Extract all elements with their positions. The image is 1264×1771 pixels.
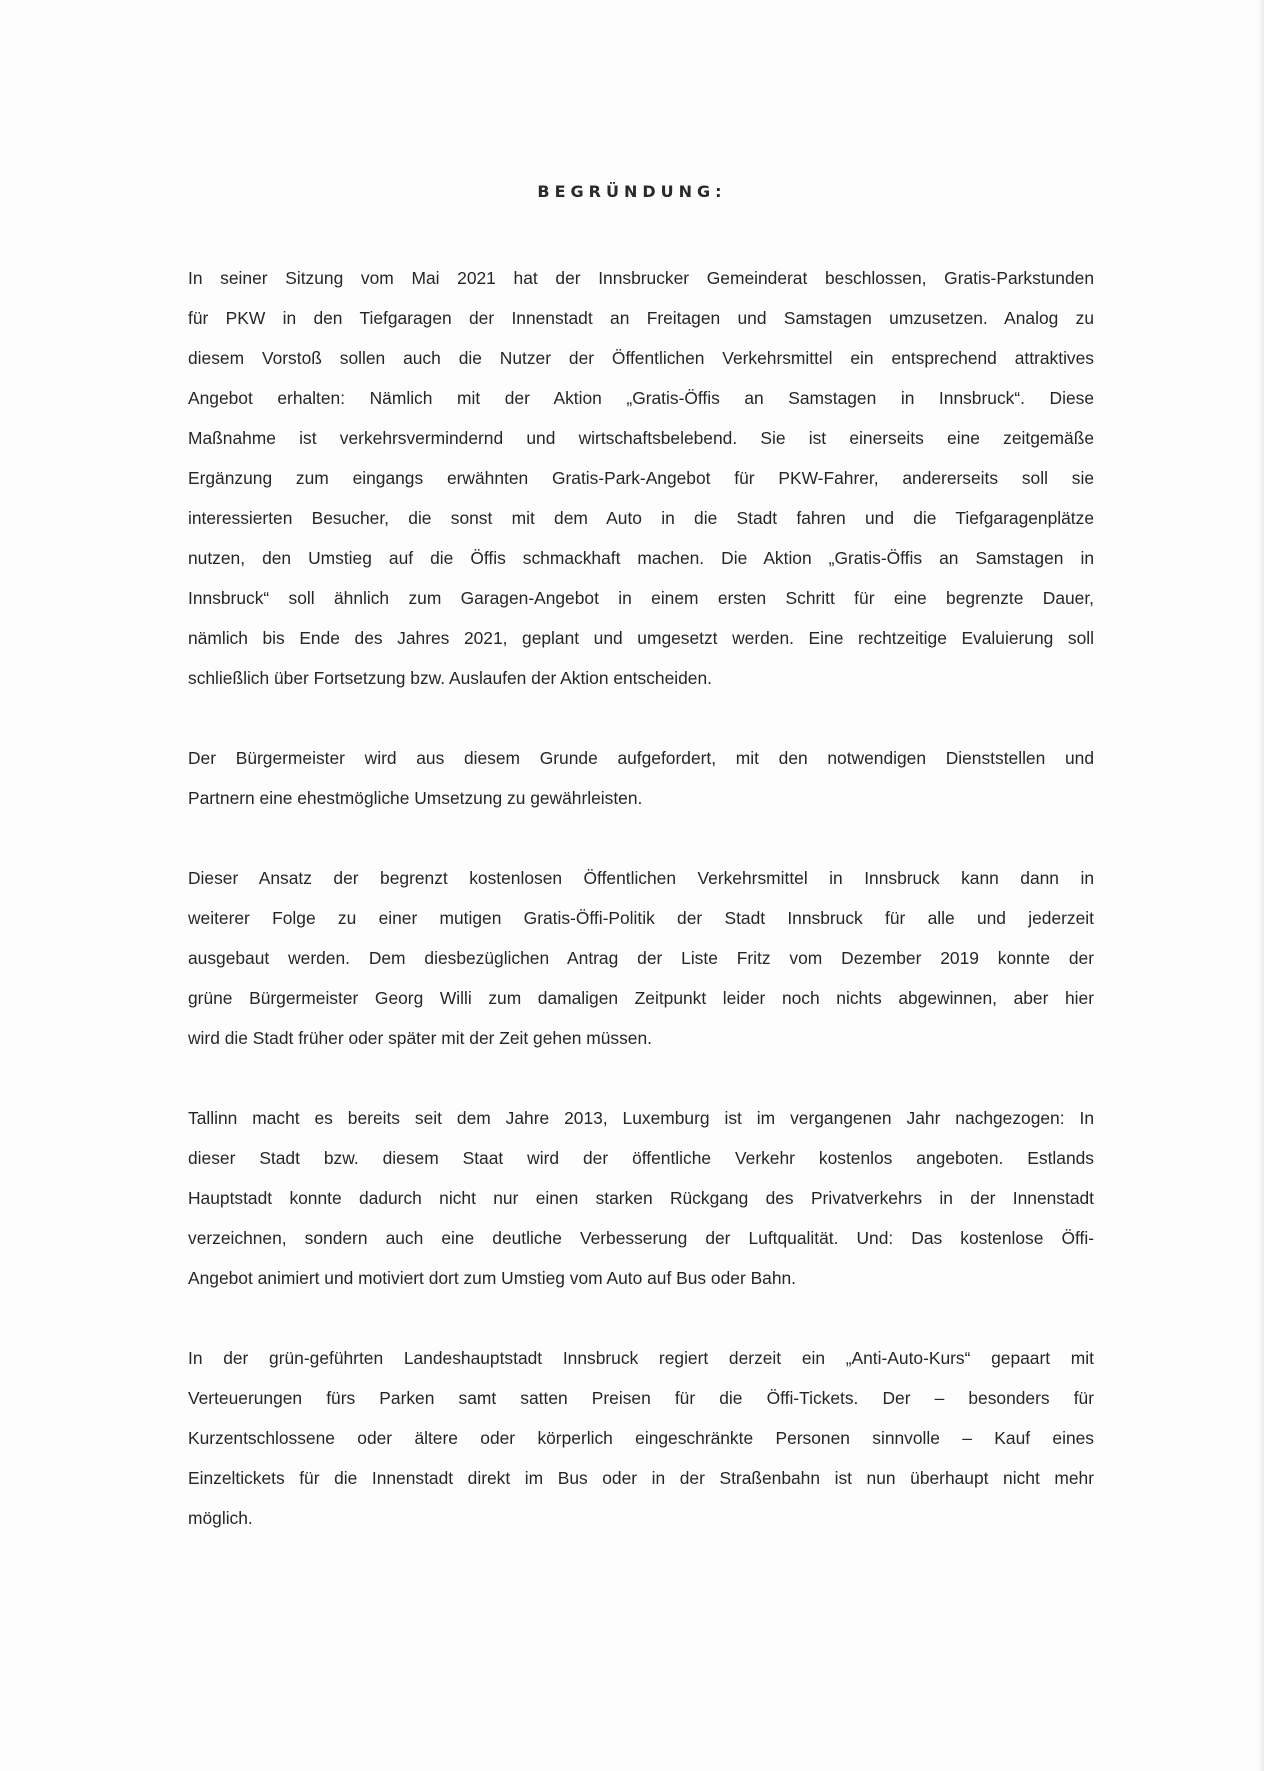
paragraph-landeshauptstadt — [188, 1338, 1094, 1538]
text-line: schließlich über Fortsetzung bzw. Auslaufen der Aktion entscheiden. — [188, 668, 712, 688]
text-line: Dieser Ansatz der begrenzt kostenlosen Öffentlichen Verkehrsmittel in Innsbruck kann dann in — [188, 868, 1094, 888]
text-line: dieser Stadt bzw. diesem Staat wird der öffentliche Verkehr kostenlos angeboten. Estlands — [188, 1148, 1094, 1168]
text-line: Maßnahme ist verkehrsvermindernd und wirtschaftsbelebend. Sie ist einerseits eine zeitgemäße — [188, 428, 1094, 448]
text-line: wird die Stadt früher oder später mit der Zeit gehen müssen. — [188, 1028, 652, 1048]
document-body — [188, 258, 1094, 1578]
text-line: Ergänzung zum eingangs erwähnten Gratis-Park-Angebot für PKW-Fahrer, andererseits soll sie — [188, 468, 1094, 488]
paragraph-buergermeister — [188, 738, 1094, 818]
text-line: für PKW in den Tiefgaragen der Innenstadt an Freitagen und Samstagen umzusetzen. Analog zu — [188, 308, 1094, 328]
text-line: grüne Bürgermeister Georg Willi zum damaligen Zeitpunkt leider noch nichts abgewinnen, aber hier — [188, 988, 1094, 1008]
text-line: In der grün-geführten Landeshauptstadt Innsbruck regiert derzeit ein „Anti-Auto-Kurs“ gepaart mit — [188, 1348, 1094, 1368]
text-line: Verteuerungen fürs Parken samt satten Preisen für die Öffi-Tickets. Der – besonders für — [188, 1388, 1094, 1408]
text-line: ausgebaut werden. Dem diesbezüglichen Antrag der Liste Fritz vom Dezember 2019 konnte der — [188, 948, 1094, 968]
text-line: nutzen, den Umstieg auf die Öffis schmackhaft machen. Die Aktion „Gratis-Öffis an Samstagen in — [188, 548, 1094, 568]
text-line: verzeichnen, sondern auch eine deutliche Verbesserung der Luftqualität. Und: Das kostenlose Öffi- — [188, 1228, 1094, 1248]
text-line: Tallinn macht es bereits seit dem Jahre 2013, Luxemburg ist im vergangenen Jahr nachgezogen: In — [188, 1108, 1094, 1128]
text-line: Partnern eine ehestmögliche Umsetzung zu gewährleisten. — [188, 788, 643, 808]
text-line: interessierten Besucher, die sonst mit dem Auto in die Stadt fahren und die Tiefgaragenplätze — [188, 508, 1094, 528]
scan-edge-shadow — [1258, 0, 1264, 1771]
text-line: Angebot erhalten: Nämlich mit der Aktion „Gratis-Öffis an Samstagen in Innsbruck“. Diese — [188, 388, 1094, 408]
text-line: Der Bürgermeister wird aus diesem Grunde aufgefordert, mit den notwendigen Dienststellen und — [188, 748, 1094, 768]
paragraph-sitzung — [188, 258, 1094, 698]
paragraph-tallinn — [188, 1098, 1094, 1298]
text-line: Kurzentschlossene oder ältere oder körperlich eingeschränkte Personen sinnvolle – Kauf eines — [188, 1428, 1094, 1448]
text-line: möglich. — [188, 1508, 253, 1528]
document-heading: BEGRÜNDUNG: — [537, 182, 727, 201]
text-line: weiterer Folge zu einer mutigen Gratis-Öffi-Politik der Stadt Innsbruck für alle und jederzeit — [188, 908, 1094, 928]
text-line: diesem Vorstoß sollen auch die Nutzer der Öffentlichen Verkehrsmittel ein entsprechend attraktives — [188, 348, 1094, 368]
text-line: Hauptstadt konnte dadurch nicht nur einen starken Rückgang des Privatverkehrs in der Innenstadt — [188, 1188, 1094, 1208]
text-line: nämlich bis Ende des Jahres 2021, geplant und umgesetzt werden. Eine rechtzeitige Evaluierung soll — [188, 628, 1094, 648]
text-line: Angebot animiert und motiviert dort zum Umstieg vom Auto auf Bus oder Bahn. — [188, 1268, 797, 1288]
text-line: Innsbruck“ soll ähnlich zum Garagen-Angebot in einem ersten Schritt für eine begrenzte Dauer, — [188, 588, 1094, 608]
paragraph-ansatz — [188, 858, 1094, 1058]
text-line: In seiner Sitzung vom Mai 2021 hat der Innsbrucker Gemeinderat beschlossen, Gratis-Parkstunden — [188, 268, 1094, 288]
text-line: Einzeltickets für die Innenstadt direkt im Bus oder in der Straßenbahn ist nun überhaupt nicht mehr — [188, 1468, 1094, 1488]
